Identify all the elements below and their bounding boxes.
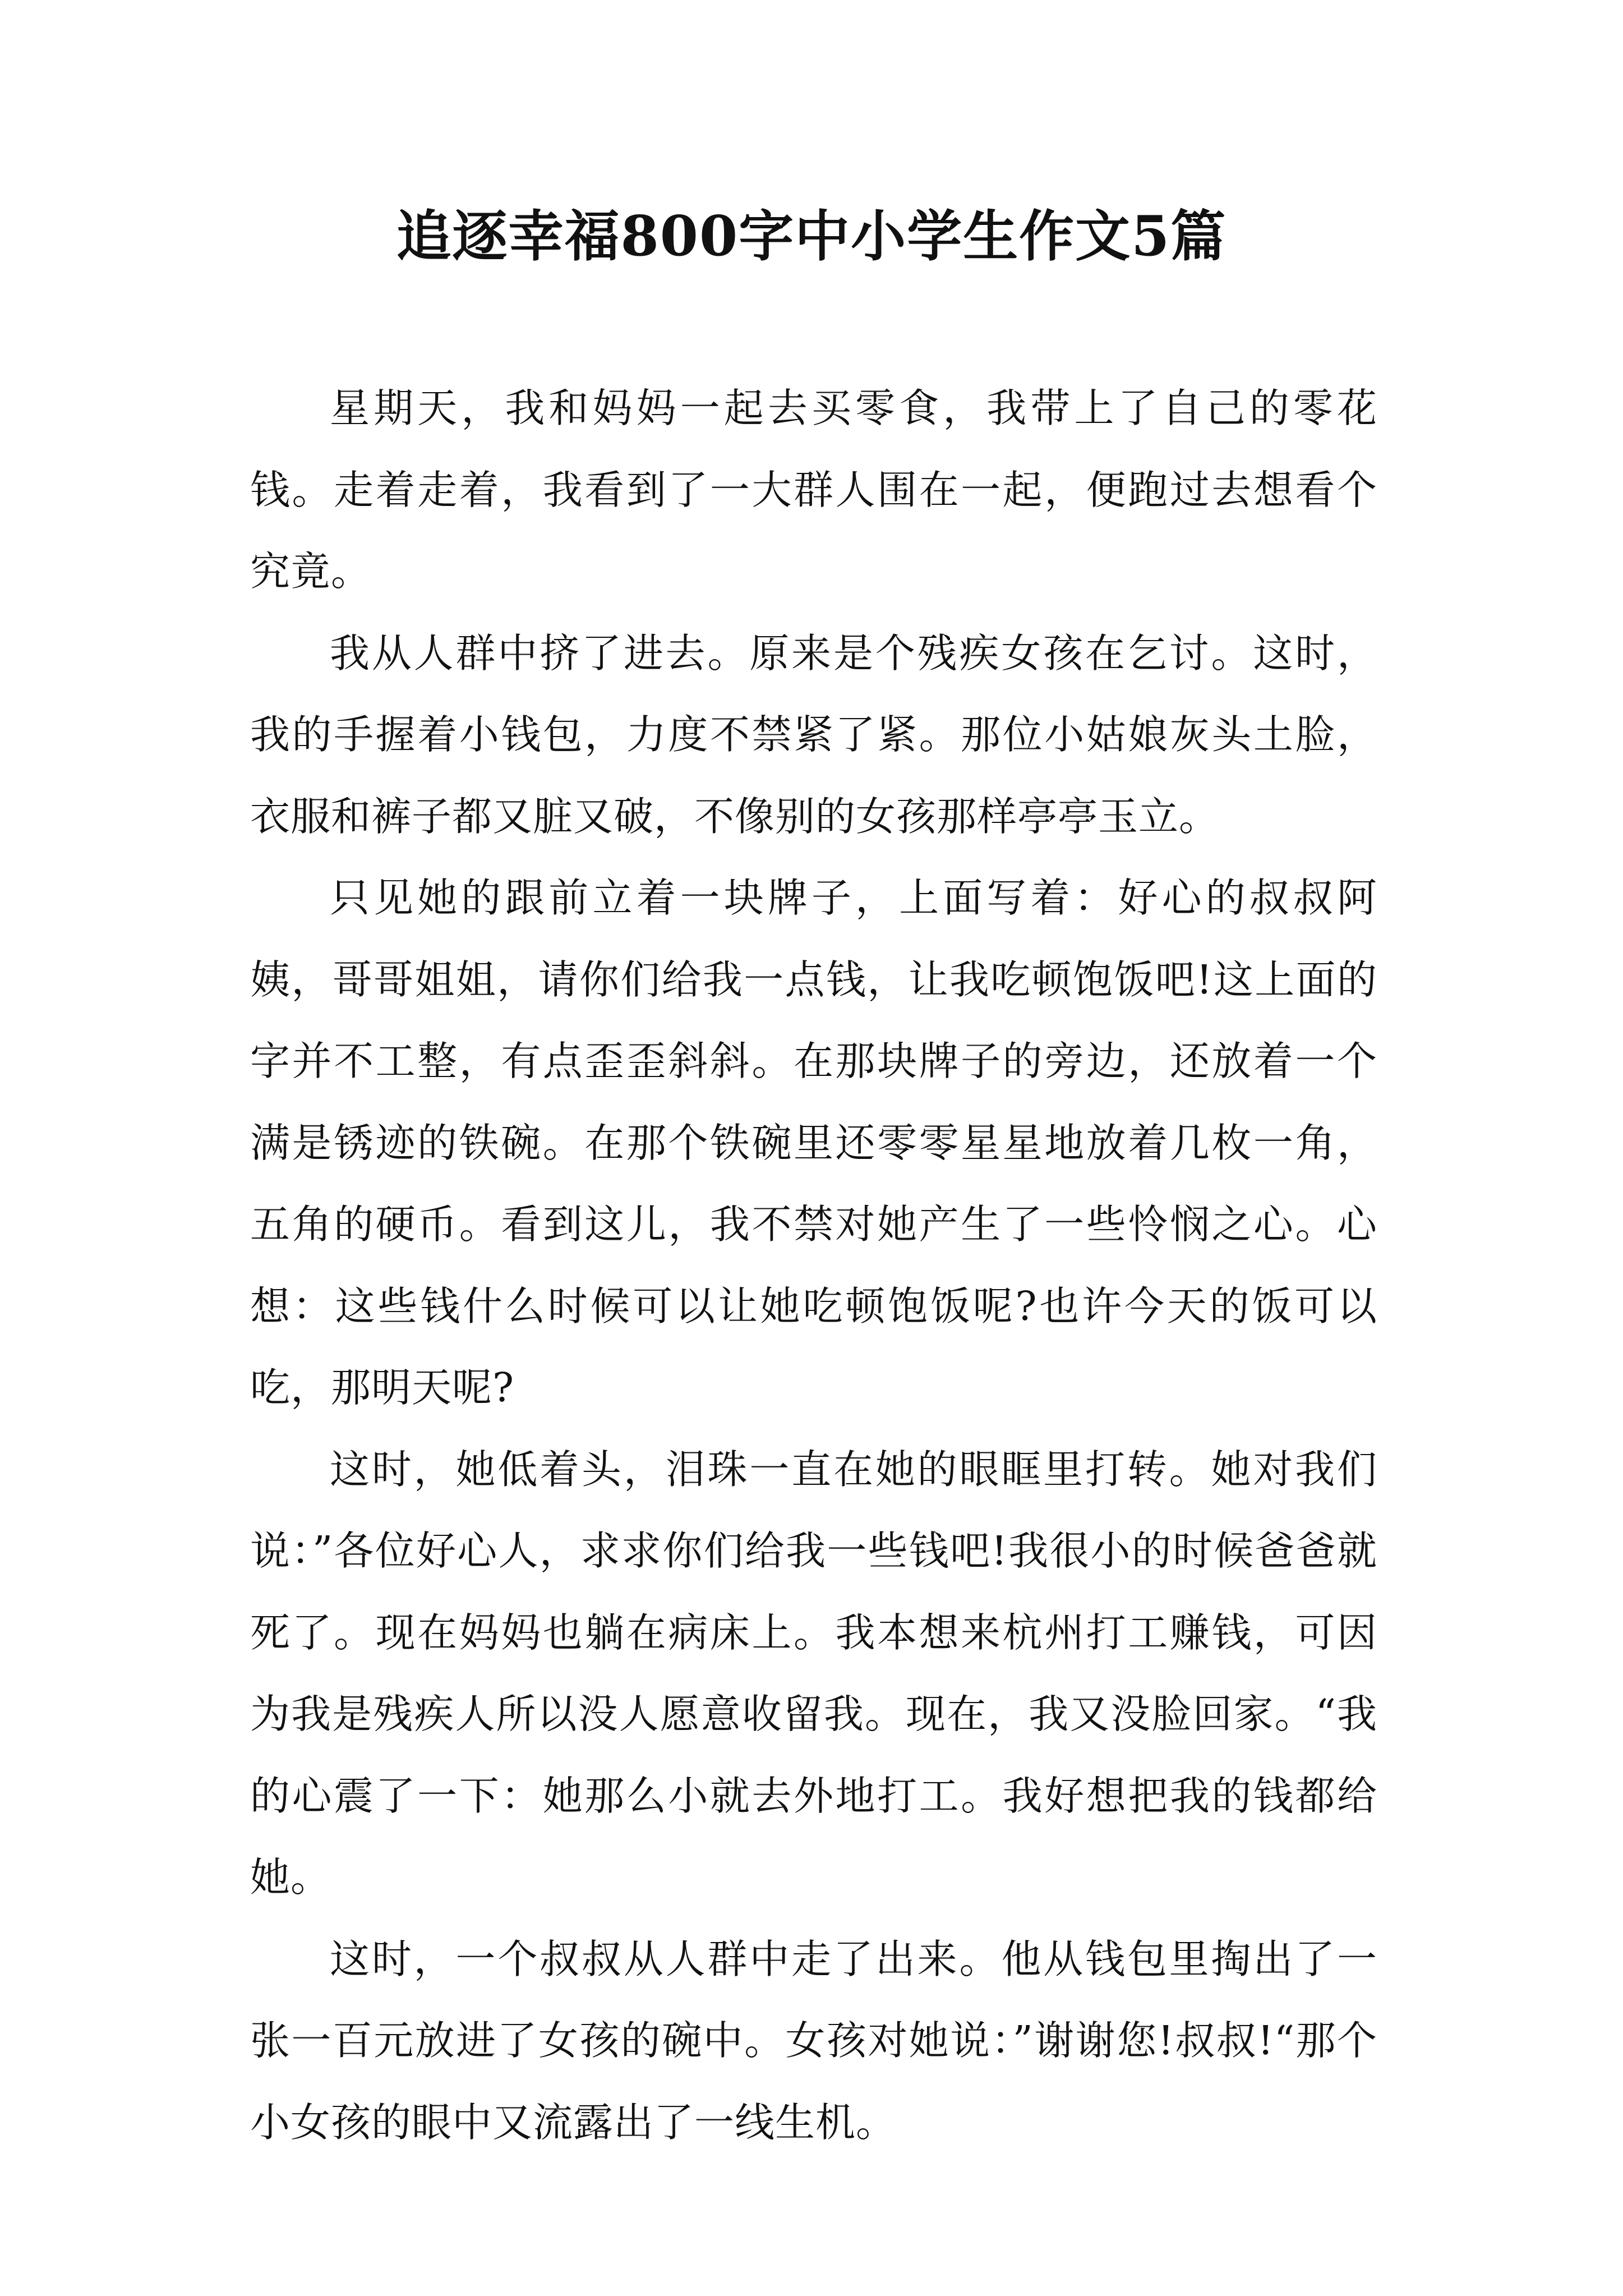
- paragraph: 我从人群中挤了进去。原来是个残疾女孩在乞讨。这时，我的手握着小钱包，力度不禁紧了紧。那位小姑娘灰头土脸，衣服和裤子都又脏又破，不像别的女孩那样亭亭玉立。: [250, 629, 1377, 840]
- document-body: [250, 367, 1377, 2163]
- paragraph: 这时，她低着头，泪珠一直在她的眼眶里打转。她对我们说：”各位好心人，求求你们给我一些钱吧!我很小的时候爸爸就死了。现在妈妈也躺在病床上。我本想来杭州打工赚钱，可因为我是残疾人所以没人愿意收留我。现在，我又没脸回家。“我的心震了一下：她那么小就去外地打工。我好想把我的钱都给她。: [250, 1446, 1377, 1901]
- document-title: 追逐幸福800字中小学生作文5篇: [396, 204, 1227, 269]
- paragraph: 星期天，我和妈妈一起去买零食，我带上了自己的零花钱。走着走着，我看到了一大群人围在一起，便跑过去想看个究竟。: [250, 385, 1377, 595]
- paragraph: 这时，一个叔叔从人群中走了出来。他从钱包里掏出了一张一百元放进了女孩的碗中。女孩对她说：”谢谢您!叔叔!“那个小女孩的眼中又流露出了一线生机。: [250, 1935, 1377, 2146]
- paragraph: 只见她的跟前立着一块牌子，上面写着：好心的叔叔阿姨，哥哥姐姐，请你们给我一点钱，让我吃顿饱饭吧!这上面的字并不工整，有点歪歪斜斜。在那块牌子的旁边，还放着一个满是锈迹的铁碗。在那个铁碗里还零零星星地放着几枚一角，五角的硬币。看到这儿，我不禁对她产生了一些怜悯之心。心想：这些钱什么时候可以让她吃顿饱饭呢?也许今天的饭可以吃，那明天呢?: [250, 875, 1377, 1411]
